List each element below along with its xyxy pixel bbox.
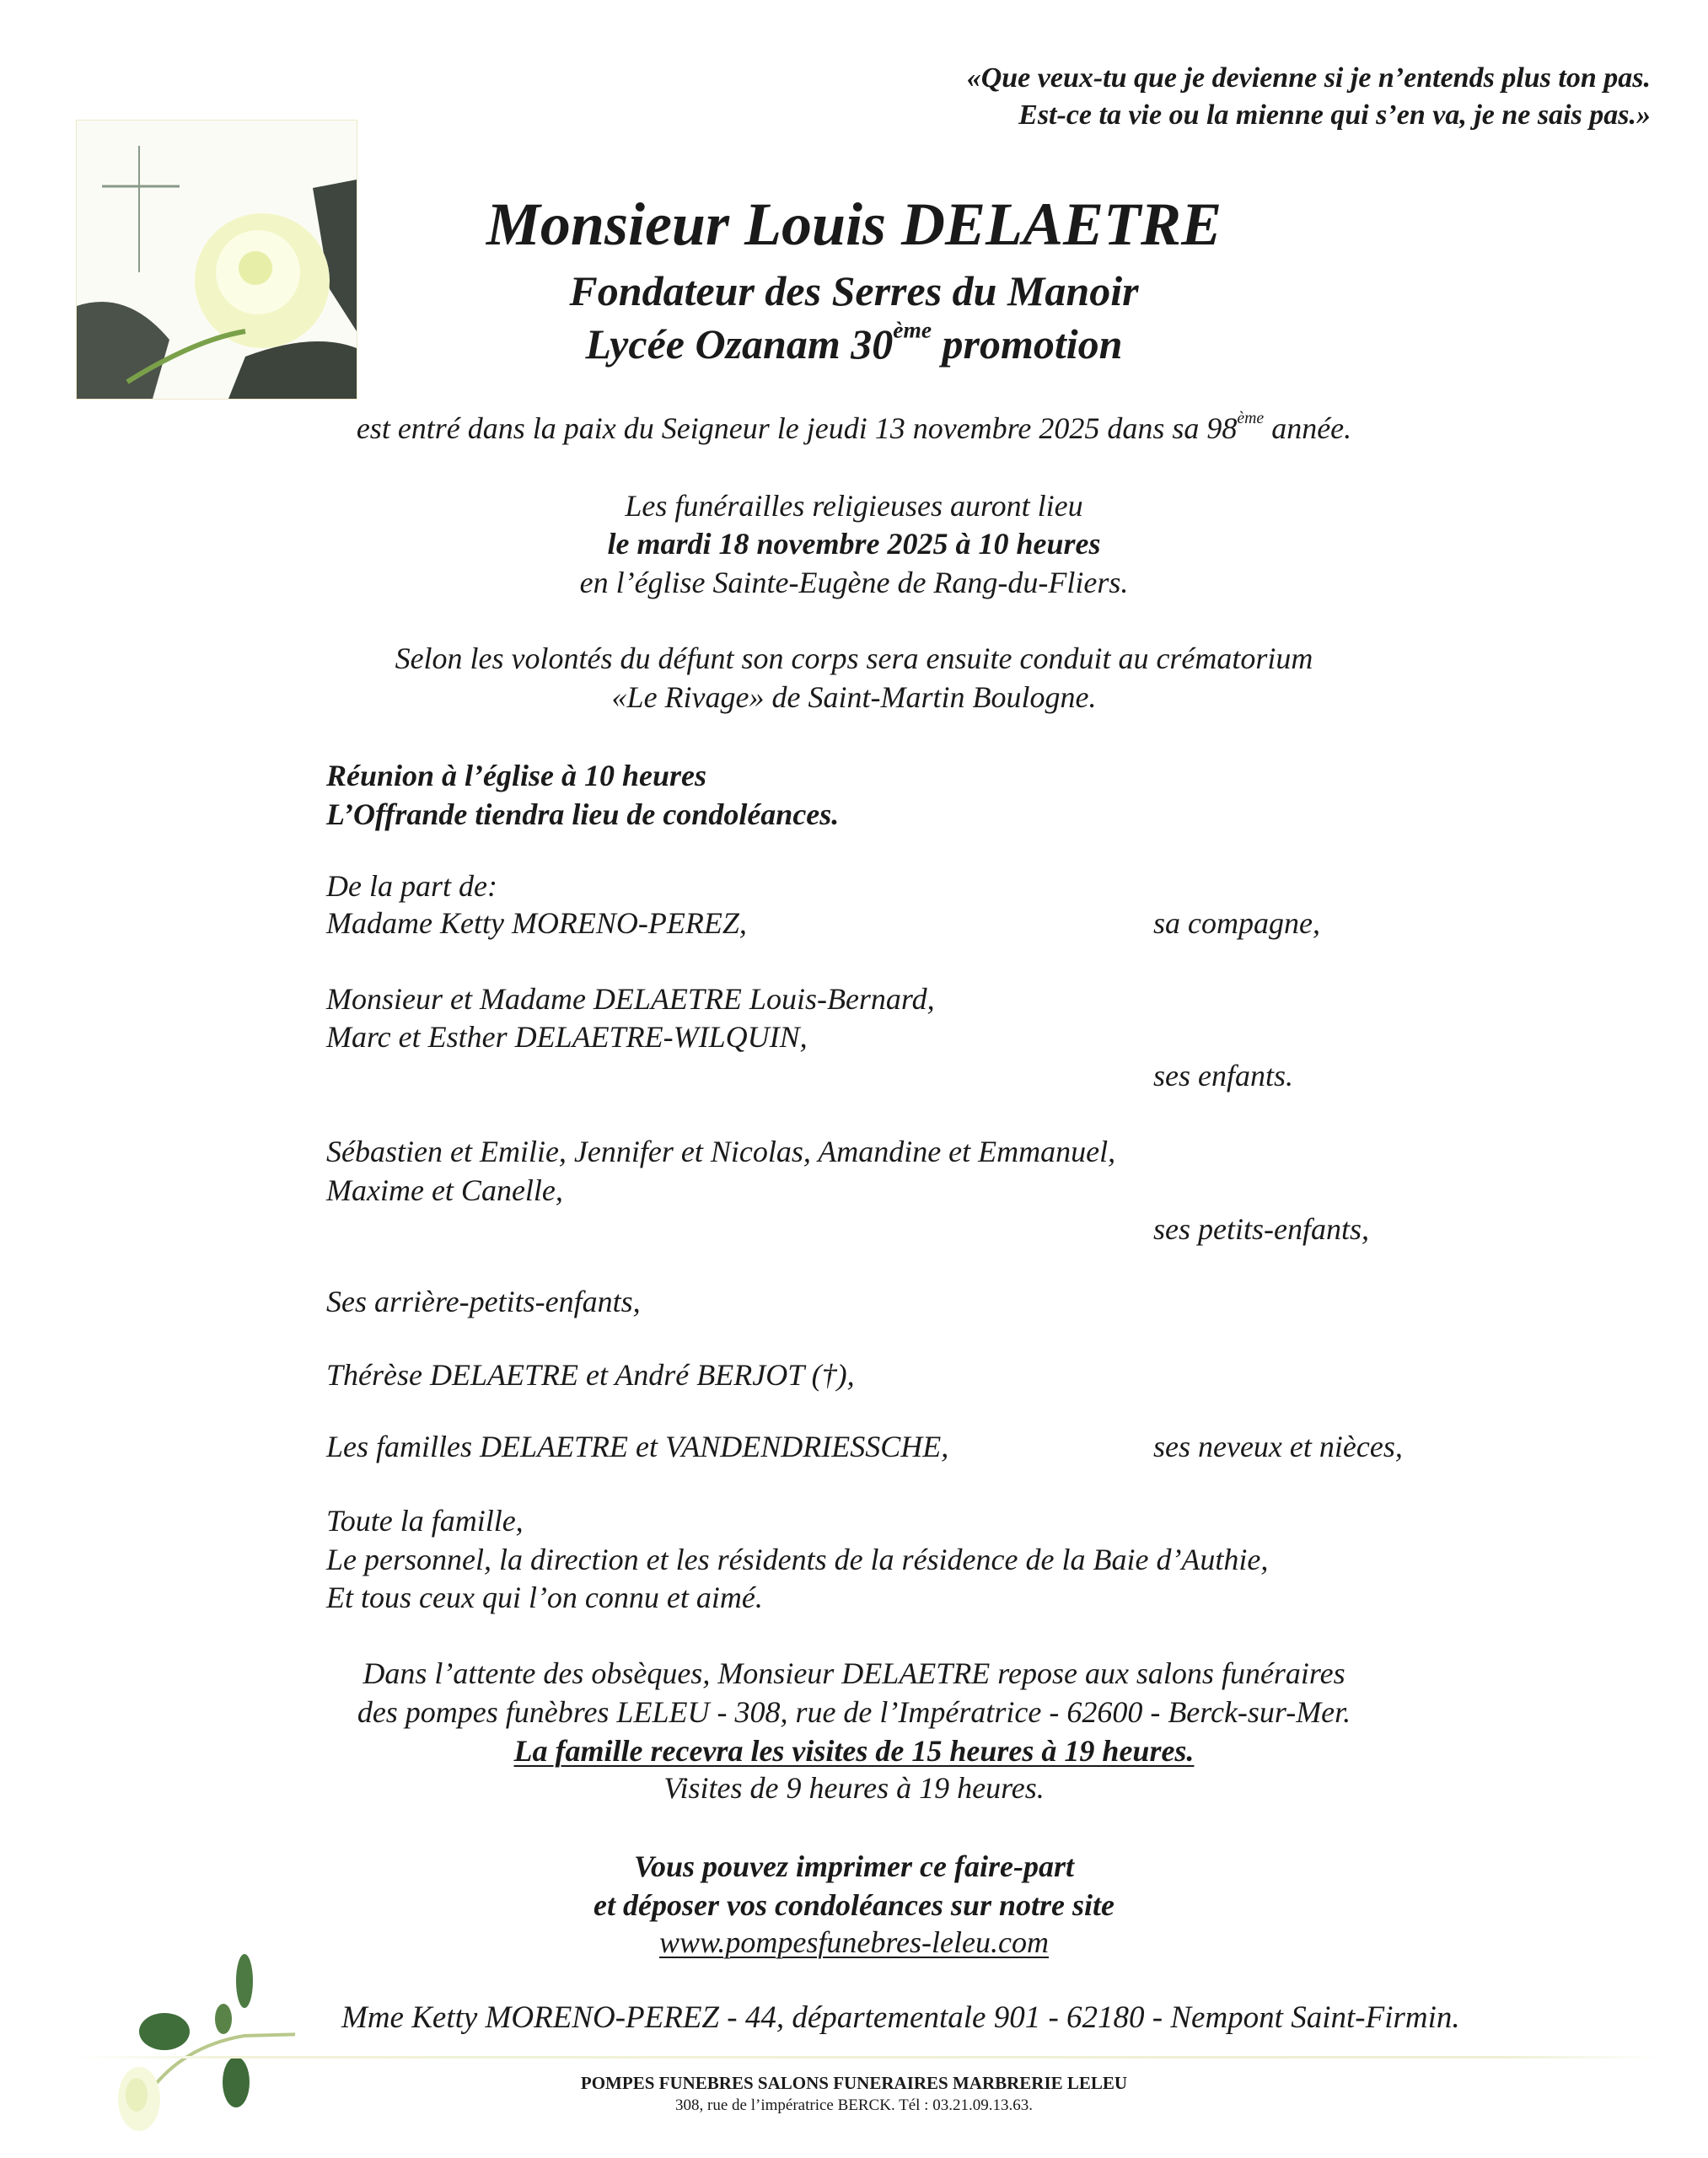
quote-line-1: «Que veux-tu que je devienne si je n’entends plus ton pas. [966, 62, 1651, 94]
funeral-place: en l’église Sainte-Eugène de Rang-du-Fliers. [579, 566, 1129, 599]
deceased-school [0, 318, 1708, 370]
footer-contact: 308, rue de l’impératrice BERCK. Tél : 03.21.09.13.63. [675, 2096, 1033, 2114]
family-companion: Madame Ketty MORENO-PEREZ, [326, 906, 747, 940]
funeral-line-1: Les funérailles religieuses auront lieu [625, 489, 1083, 523]
family-children-2: Marc et Esther DELAETRE-WILQUIN, [326, 1020, 808, 1054]
meeting-line-2: L’Offrande tiendra lieu de condoléances. [326, 797, 840, 831]
announcement-text-end: année. [1264, 411, 1352, 445]
website-url[interactable]: www.pompesfunebres-leleu.com [659, 1925, 1049, 1959]
visits-hours: Visites de 9 heures à 19 heures. [663, 1771, 1045, 1805]
announcement-sup: ème [1237, 409, 1265, 428]
cremation-line-2: «Le Rivage» de Saint-Martin Boulogne. [611, 680, 1097, 714]
family-great-grandchildren: Ses arrière-petits-enfants, [326, 1285, 641, 1318]
announcement-text: est entré dans la paix du Seigneur le jeudi 13 novembre 2025 dans sa 98 [356, 411, 1238, 445]
online-line-2: et déposer vos condoléances sur notre site [594, 1888, 1114, 1922]
family-children-1: Monsieur et Madame DELAETRE Louis-Bernard, [326, 982, 935, 1016]
family-grandchildren-relation: ses petits-enfants, [1153, 1212, 1369, 1246]
meeting-line-1: Réunion à l’église à 10 heures [326, 759, 707, 792]
family-address: Mme Ketty MORENO-PEREZ - 44, départementale 901 - 62180 - Nempont Saint-Firmin. [341, 2000, 1460, 2035]
online-line-1: Vous pouvez imprimer ce faire-part [634, 1849, 1074, 1883]
footer-company: POMPES FUNEBRES SALONS FUNERAIRES MARBRERIE LELEU [580, 2073, 1128, 2093]
deceased-name: Monsieur Louis DELAETRE [486, 191, 1222, 258]
school-sup: ème [893, 316, 932, 343]
family-all-3: Et tous ceux qui l’on connu et aimé. [326, 1581, 763, 1614]
footer-divider [76, 2056, 1661, 2059]
family-sibling: Thérèse DELAETRE et André BERJOT (†), [326, 1358, 855, 1392]
school-text-end: promotion [932, 320, 1123, 368]
family-families-relation: ses neveux et nièces, [1153, 1430, 1403, 1463]
family-grandchildren-2: Maxime et Canelle, [326, 1173, 563, 1207]
family-intro: De la part de: [326, 869, 497, 903]
visits-line-2: des pompes funèbres LELEU - 308, rue de l’Impératrice - 62600 - Berck-sur-Mer. [357, 1695, 1351, 1729]
cremation-line-1: Selon les volontés du défunt son corps sera ensuite conduit au crématorium [395, 641, 1313, 675]
quote-line-2: Est-ce ta vie ou la mienne qui s’en va, je ne sais pas.» [1018, 99, 1651, 131]
visits-line-1: Dans l’attente des obsèques, Monsieur DELAETRE repose aux salons funéraires [363, 1656, 1345, 1690]
school-text: Lycée Ozanam 30 [585, 320, 894, 368]
family-children-relation: ses enfants. [1153, 1059, 1293, 1092]
family-families: Les familles DELAETRE et VANDENDRIESSCHE, [326, 1430, 949, 1463]
family-all-1: Toute la famille, [326, 1504, 524, 1538]
family-all-2: Le personnel, la direction et les résidents de la résidence de la Baie d’Authie, [326, 1543, 1269, 1576]
funeral-date: le mardi 18 novembre 2025 à 10 heures [607, 527, 1101, 561]
family-grandchildren-1: Sébastien et Emilie, Jennifer et Nicolas, Amandine et Emmanuel, [326, 1135, 1116, 1168]
death-announcement [0, 409, 1708, 448]
deceased-role: Fondateur des Serres du Manoir [569, 267, 1139, 314]
visits-family-hours: La famille recevra les visites de 15 heures à 19 heures. [513, 1734, 1195, 1768]
family-companion-relation: sa compagne, [1153, 906, 1320, 940]
